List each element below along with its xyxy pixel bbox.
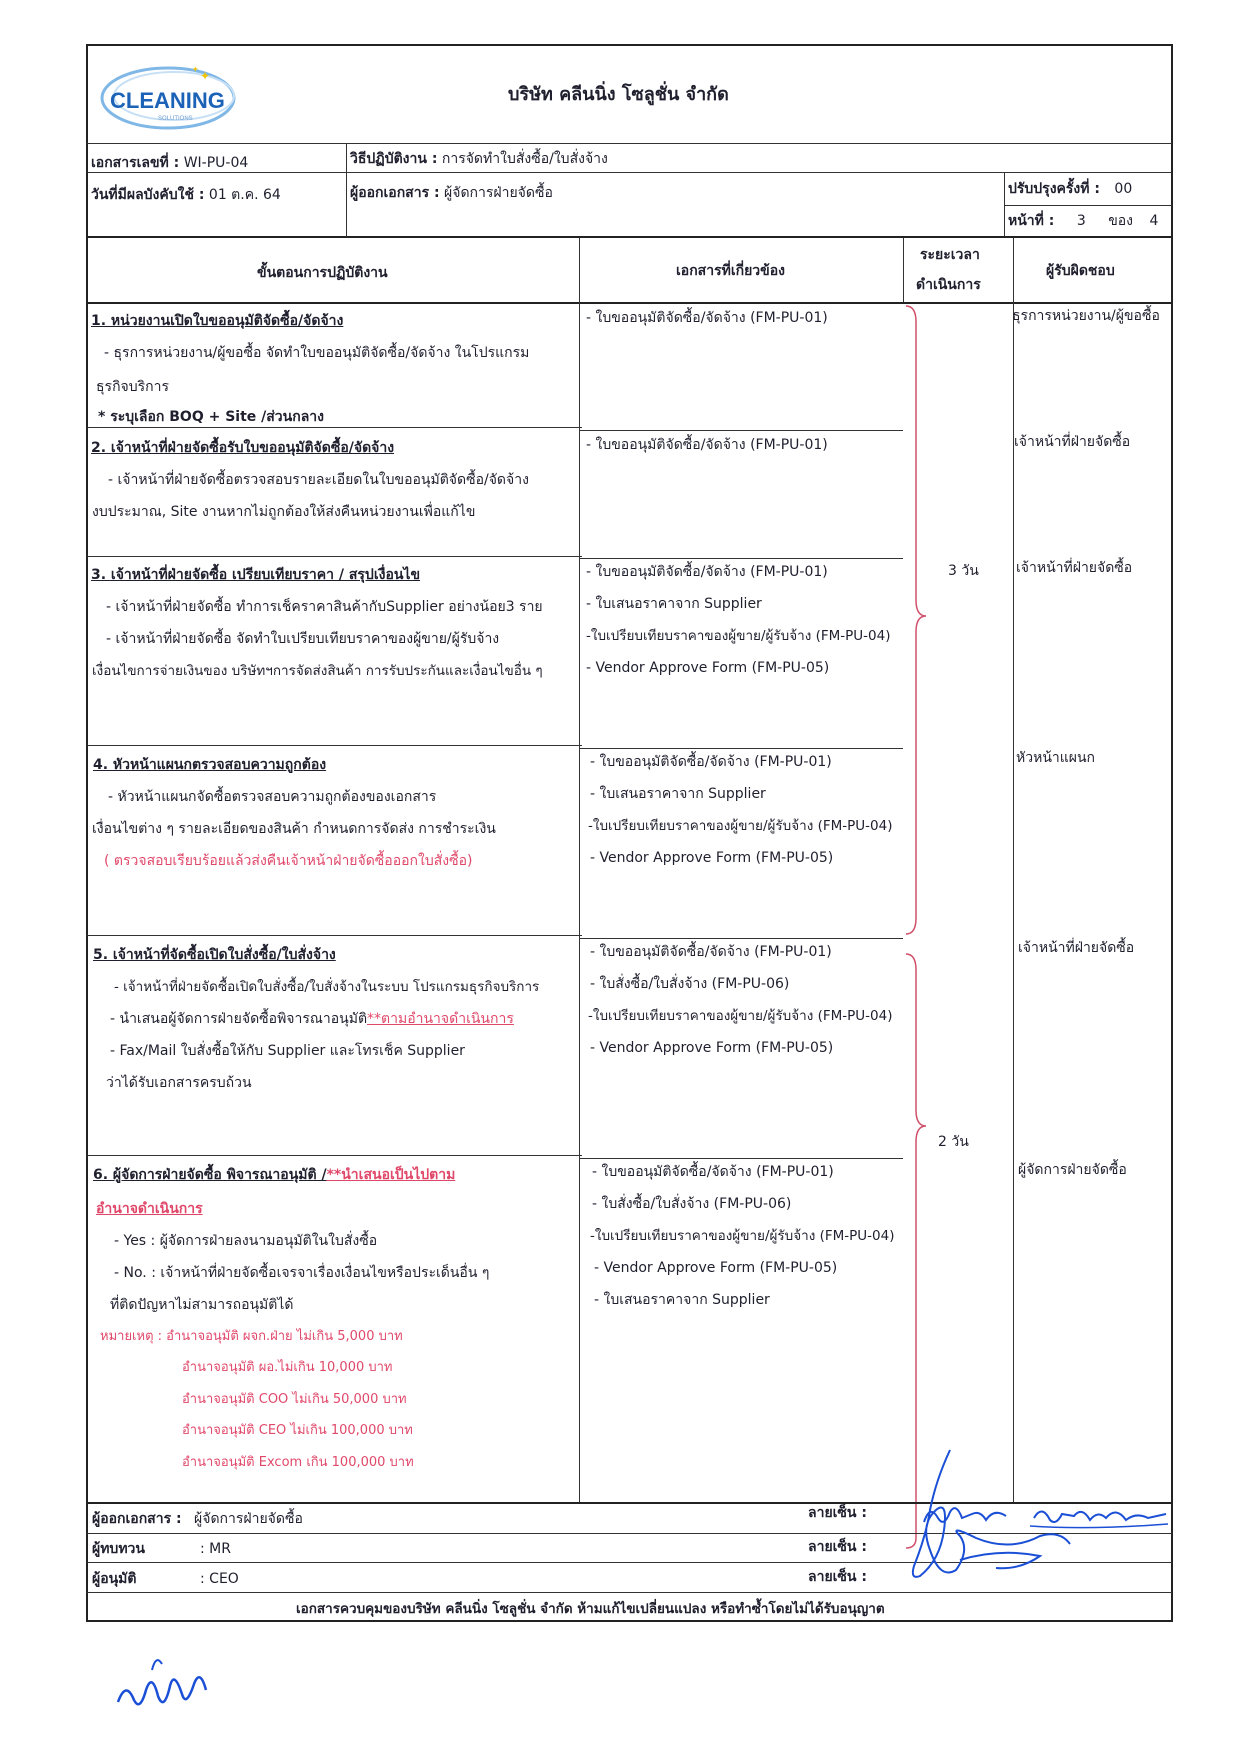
step-5-line <box>110 1010 514 1028</box>
divider <box>87 143 1172 144</box>
procedure-value: การจัดทำใบสั่งซื้อ/ใบสั่งจ้าง <box>441 151 608 167</box>
step-6-owner: ผู้จัดการฝ่ายจัดซื้อ <box>1018 1162 1127 1178</box>
issuer-value: ผู้จัดการฝ่ายจัดซื้อ <box>444 185 553 201</box>
footer-issuer-label: ผู้ออกเอกสาร : <box>92 1511 182 1527</box>
divider <box>579 938 903 939</box>
divider <box>87 935 582 936</box>
step-4-owner: หัวหน้าแผนก <box>1016 750 1096 766</box>
step-1-owner: ธุรการหน่วยงาน/ผู้ขอซื้อ <box>1012 308 1160 324</box>
duration-2-days: 2 วัน <box>938 1134 969 1150</box>
footer-reviewer-value: : MR <box>200 1541 231 1557</box>
step-4-note: ( ตรวจสอบเรียบร้อยแล้วส่งคืนเจ้าหน้าฝ่ายจัดซื้อออกใบสั่งซื้อ) <box>104 853 473 869</box>
step-4-line: เงื่อนไขต่าง ๆ รายละเอียดของสินค้า กำหนดการจัดส่ง การชำระเงิน <box>92 821 496 837</box>
divider <box>346 143 347 237</box>
step-2-title: 2. เจ้าหน้าที่ฝ่ายจัดซื้อรับใบขออนุมัติจัดซื้อ/จัดจ้าง <box>91 440 395 456</box>
step-5-doc: - Vendor Approve Form (FM-PU-05) <box>590 1040 834 1056</box>
company-name: บริษัท คลีนนิ่ง โซลูชั่น จำกัด <box>508 84 729 105</box>
sign-label: ลายเซ็น : <box>808 1505 867 1521</box>
column-header-docs: เอกสารที่เกี่ยวข้อง <box>676 263 785 279</box>
step-6-remark: อำนาจอนุมัติ ผอ.ไม่เกิน 10,000 บาท <box>182 1360 393 1375</box>
step-6-title-note-2: อำนาจดำเนินการ <box>96 1201 203 1217</box>
step-3-title: 3. เจ้าหน้าที่ฝ่ายจัดซื้อ เปรียบเทียบราคา / สรุปเงื่อนไข <box>91 567 421 583</box>
issuer-label: ผู้ออกเอกสาร : <box>350 185 440 201</box>
page-label: หน้าที่ : <box>1008 213 1055 229</box>
footer-reviewer-label: ผู้ทบทวน <box>92 1541 145 1557</box>
page-value: 3 <box>1076 213 1086 229</box>
step-4-doc: -ใบเปรียบเทียบราคาของผู้ขาย/ผู้รับจ้าง (FM-PU-04) <box>588 818 893 834</box>
step-2-line: - เจ้าหน้าที่ฝ่ายจัดซื้อตรวจสอบรายละเอียดในใบขออนุมัติจัดซื้อ/จัดจ้าง <box>108 472 529 488</box>
footer-approver-label: ผู้อนุมัติ <box>92 1571 137 1587</box>
step-6-title-text: 6. ผู้จัดการฝ่ายจัดซื้อ พิจารณาอนุมัติ / <box>93 1167 327 1183</box>
divider <box>579 558 903 559</box>
doc-number-value: WI-PU-04 <box>183 155 249 171</box>
effective-date <box>91 186 281 204</box>
step-5-line: ว่าได้รับเอกสารครบถ้วน <box>106 1075 252 1091</box>
step-6-remark: หมายเหตุ : อำนาจอนุมัติ ผจก.ฝ่าย ไม่เกิน 5,000 บาท <box>100 1329 403 1344</box>
step-2-doc: - ใบขออนุมัติจัดซื้อ/จัดจ้าง (FM-PU-01) <box>586 437 828 453</box>
step-4-doc: - ใบเสนอราคาจาก Supplier <box>590 786 766 802</box>
divider <box>579 748 903 749</box>
page-number <box>1008 212 1158 230</box>
step-1-title: 1. หน่วยงานเปิดใบขออนุมัติจัดซื้อ/จัดจ้าง <box>91 313 344 329</box>
divider <box>87 1592 1172 1593</box>
revision <box>1008 180 1132 198</box>
column-header-time-2: ดำเนินการ <box>916 277 981 293</box>
divider <box>579 430 903 431</box>
step-2-line: งบประมาณ, Site งานหากไม่ถูกต้องให้ส่งคืนหน่วยงานเพื่อแก้ไข <box>92 504 476 520</box>
step-3-doc: - Vendor Approve Form (FM-PU-05) <box>586 660 830 676</box>
column-header-time: ระยะเวลา <box>920 247 980 263</box>
step-6-doc: -ใบเปรียบเทียบราคาของผู้ขาย/ผู้รับจ้าง (FM-PU-04) <box>590 1228 895 1244</box>
step-4-title: 4. หัวหน้าแผนกตรวจสอบความถูกต้อง <box>93 757 327 773</box>
divider <box>1013 238 1014 1503</box>
divider <box>87 556 582 557</box>
step-3-line: - เจ้าหน้าที่ฝ่ายจัดซื้อ ทำการเช็คราคาสินค้ากับSupplier อย่างน้อย3 ราย <box>106 599 543 615</box>
divider <box>87 745 582 746</box>
page-of-label: ของ <box>1108 213 1134 229</box>
footer-issuer-value: ผู้จัดการฝ่ายจัดซื้อ <box>194 1511 303 1527</box>
divider <box>1004 205 1172 206</box>
procedure <box>350 150 608 168</box>
divider <box>87 172 1172 173</box>
step-5-doc: - ใบสั่งซื้อ/ใบสั่งจ้าง (FM-PU-06) <box>590 976 790 992</box>
svg-text:✦: ✦ <box>200 69 211 83</box>
step-6-line: - Yes : ผู้จัดการฝ่ายลงนามอนุมัติในใบสั่งซื้อ <box>114 1233 378 1249</box>
divider <box>903 238 904 302</box>
effective-date-label: วันที่มีผลบังคับใช้ : <box>91 187 205 203</box>
step-6-doc: - ใบเสนอราคาจาก Supplier <box>594 1292 770 1308</box>
company-logo <box>96 58 246 132</box>
control-notice: เอกสารควบคุมของบริษัท คลีนนิ่ง โซลูชั่น จำกัด ห้ามแก้ไขเปลี่ยนแปลง หรือทำซ้ำโดยไม่ได้รับอนุญาต <box>296 1601 885 1617</box>
step-5-note: **ตามอำนาจดำเนินการ <box>367 1011 514 1027</box>
step-3-doc: - ใบเสนอราคาจาก Supplier <box>586 596 762 612</box>
divider <box>87 1155 582 1156</box>
step-6-doc: - Vendor Approve Form (FM-PU-05) <box>594 1260 838 1276</box>
procedure-label: วิธีปฏิบัติงาน : <box>350 151 438 167</box>
step-3-line: - เจ้าหน้าที่ฝ่ายจัดซื้อ จัดทำใบเปรียบเทียบราคาของผู้ขาย/ผู้รับจ้าง <box>106 631 500 647</box>
step-5-line-text: - นำเสนอผู้จัดการฝ่ายจัดซื้อพิจารณาอนุมัติ <box>110 1011 368 1027</box>
doc-number-label: เอกสารเลขที่ : <box>91 155 180 171</box>
step-1-line: - ธุรการหน่วยงาน/ผู้ขอซื้อ จัดทำใบขออนุมัติจัดซื้อ/จัดจ้าง ในโปรแกรม <box>104 345 530 361</box>
issuer <box>350 184 553 202</box>
footer-approver-value: : CEO <box>200 1571 239 1587</box>
column-header-owner: ผู้รับผิดชอบ <box>1046 263 1115 279</box>
signature-ink-large <box>900 1440 1120 1590</box>
step-6-remark: อำนาจอนุมัติ CEO ไม่เกิน 100,000 บาท <box>182 1423 413 1438</box>
divider <box>1004 172 1005 236</box>
bottom-signature <box>112 1650 212 1730</box>
footer-issuer <box>92 1510 303 1528</box>
step-1-line: ธุรกิจบริการ <box>96 379 170 395</box>
step-6-line: ที่ติดปัญหาไม่สามารถอนุมัติได้ <box>110 1297 294 1313</box>
doc-number <box>91 154 248 172</box>
page-total: 4 <box>1149 213 1159 229</box>
step-1-line: * ระบุเลือก BOQ + Site /ส่วนกลาง <box>98 409 324 425</box>
step-5-line: - เจ้าหน้าที่ฝ่ายจัดซื้อเปิดใบสั่งซื้อ/ใบสั่งจ้างในระบบ โปรแกรมธุรกิจบริการ <box>114 979 540 995</box>
step-6-title <box>93 1166 455 1184</box>
duration-3-days: 3 วัน <box>948 563 979 579</box>
duration-brace <box>904 300 934 1550</box>
step-5-title: 5. เจ้าหน้าที่จัดซื้อเปิดใบสั่งซื้อ/ใบสั่งจ้าง <box>93 947 336 963</box>
step-5-line: - Fax/Mail ใบสั่งซื้อให้กับ Supplier และโทรเช็ค Supplier <box>110 1043 465 1059</box>
step-3-owner: เจ้าหน้าที่ฝ่ายจัดซื้อ <box>1016 560 1133 576</box>
step-5-doc: -ใบเปรียบเทียบราคาของผู้ขาย/ผู้รับจ้าง (FM-PU-04) <box>588 1008 893 1024</box>
step-6-remark: อำนาจอนุมัติ Excom เกิน 100,000 บาท <box>182 1455 414 1470</box>
step-2-owner: เจ้าหน้าที่ฝ่ายจัดซื้อ <box>1014 434 1131 450</box>
revision-label: ปรับปรุงครั้งที่ : <box>1008 181 1100 197</box>
divider <box>87 236 1172 238</box>
svg-text:✦: ✦ <box>192 65 199 74</box>
step-3-doc: -ใบเปรียบเทียบราคาของผู้ขาย/ผู้รับจ้าง (FM-PU-04) <box>586 628 891 644</box>
step-6-title-note: **นำเสนอเป็นไปตาม <box>326 1167 456 1183</box>
step-4-doc: - ใบขออนุมัติจัดซื้อ/จัดจ้าง (FM-PU-01) <box>590 754 832 770</box>
step-4-line: - หัวหน้าแผนกจัดซื้อตรวจสอบความถูกต้องของเอกสาร <box>108 789 437 805</box>
divider <box>87 427 582 428</box>
logo-wordmark: CLEANING <box>110 88 225 113</box>
sign-label: ลายเซ็น : <box>808 1539 867 1555</box>
step-1-doc: - ใบขออนุมัติจัดซื้อ/จัดจ้าง (FM-PU-01) <box>586 310 828 326</box>
column-header-steps: ขั้นตอนการปฏิบัติงาน <box>257 265 388 281</box>
step-6-remark: อำนาจอนุมัติ COO ไม่เกิน 50,000 บาท <box>182 1392 407 1407</box>
step-6-line: - No. : เจ้าหน้าที่ฝ่ายจัดซื้อเจรจาเรื่องเงื่อนไขหรือประเด็นอื่น ๆ <box>114 1265 490 1281</box>
step-6-doc: - ใบสั่งซื้อ/ใบสั่งจ้าง (FM-PU-06) <box>592 1196 792 1212</box>
step-3-line: เงื่อนไขการจ่ายเงินของ บริษัทฯการจัดส่งสินค้า การรับประกันและเงื่อนไขอื่น ๆ <box>92 663 543 679</box>
divider <box>579 1158 903 1159</box>
step-3-doc: - ใบขออนุมัติจัดซื้อ/จัดจ้าง (FM-PU-01) <box>586 564 828 580</box>
effective-date-value: 01 ต.ค. 64 <box>208 187 281 203</box>
logo-subtitle: SOLUTIONS <box>158 116 193 122</box>
revision-value: 00 <box>1114 181 1133 197</box>
step-4-doc: - Vendor Approve Form (FM-PU-05) <box>590 850 834 866</box>
sign-label: ลายเซ็น : <box>808 1569 867 1585</box>
step-6-doc: - ใบขออนุมัติจัดซื้อ/จัดจ้าง (FM-PU-01) <box>592 1164 834 1180</box>
divider <box>87 302 1172 304</box>
step-5-doc: - ใบขออนุมัติจัดซื้อ/จัดจ้าง (FM-PU-01) <box>590 944 832 960</box>
step-5-owner: เจ้าหน้าที่ฝ่ายจัดซื้อ <box>1018 940 1135 956</box>
